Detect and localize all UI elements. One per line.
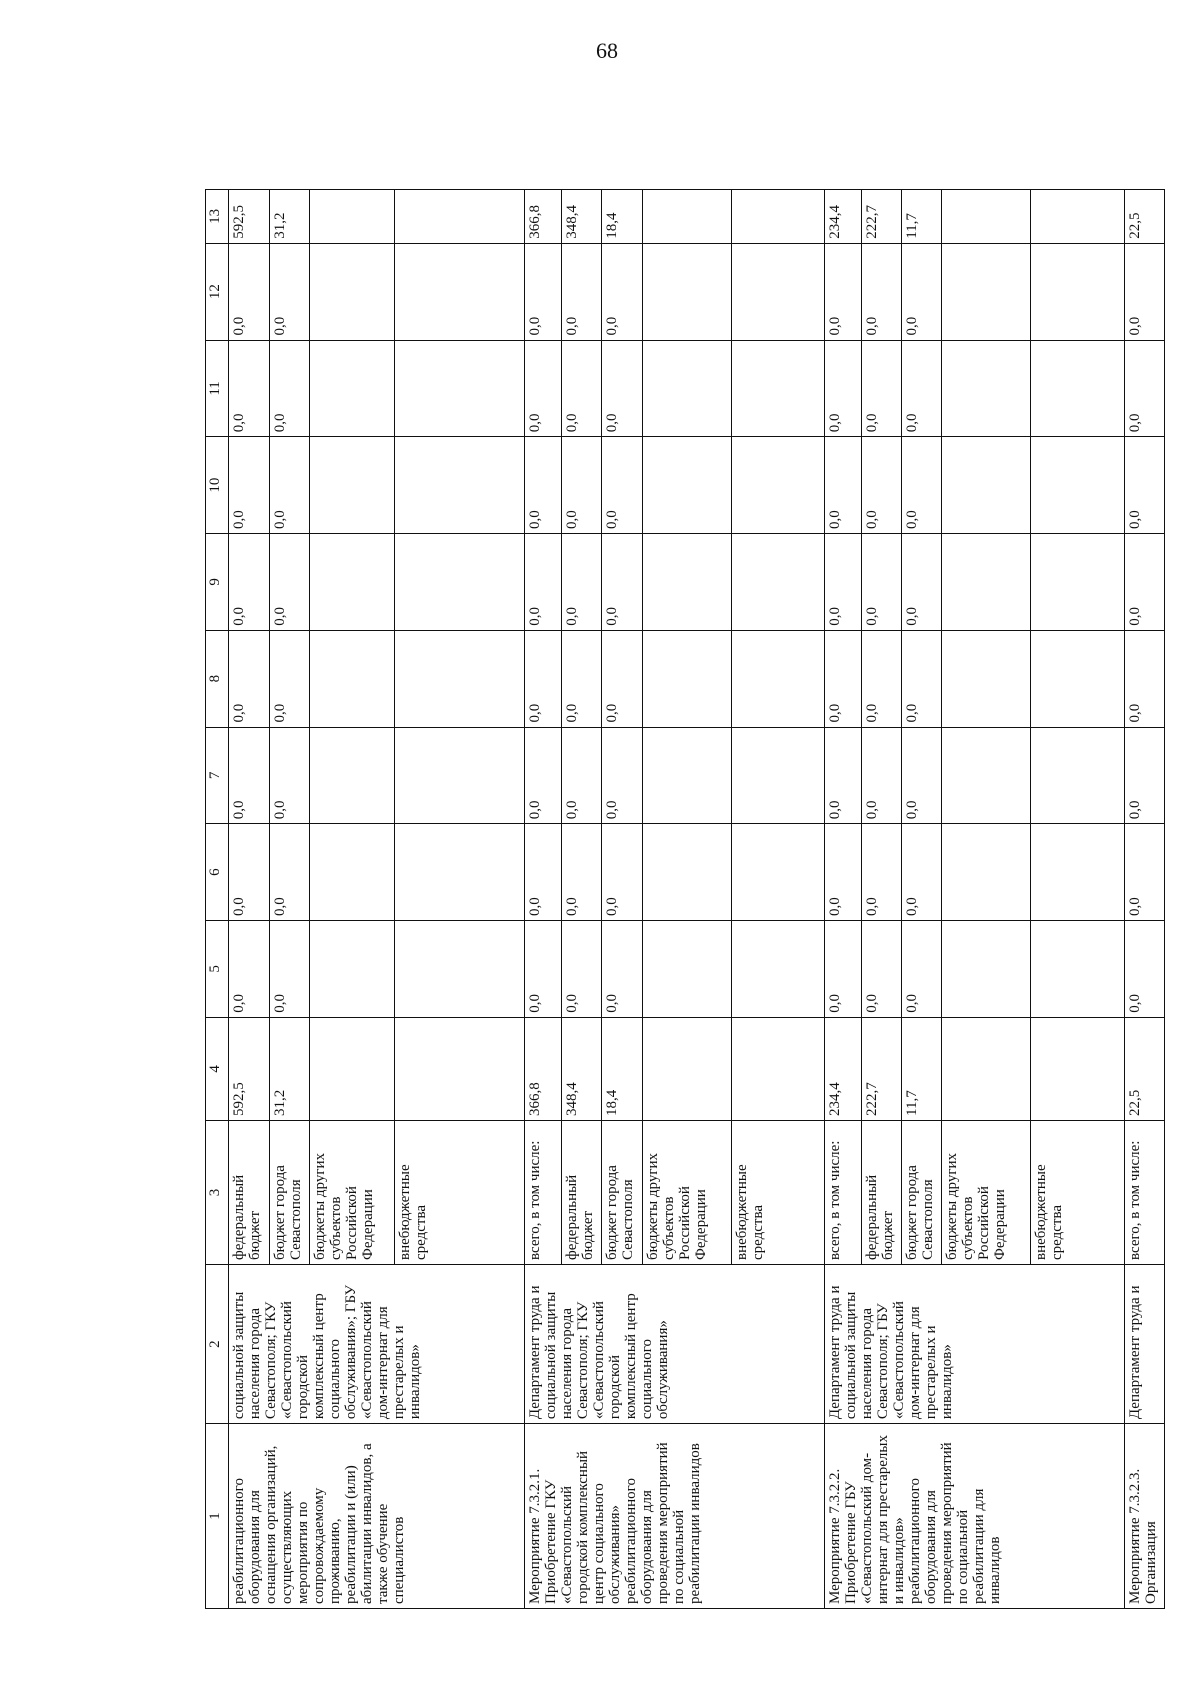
measure-name-cell: Мероприятие 7.3.2.3. Организация xyxy=(1124,1424,1164,1609)
column-header-13: 13 xyxy=(206,190,229,244)
value-cell-col-10: 0,0 xyxy=(270,437,310,534)
value-cell-col-4 xyxy=(1031,1017,1124,1120)
funding-source-cell: федеральный бюджет xyxy=(228,1120,269,1264)
value-cell-col-13: 222,7 xyxy=(861,190,901,244)
value-cell-col-6: 0,0 xyxy=(602,824,642,921)
funding-source-cell: бюджет города Севастополя xyxy=(902,1120,942,1264)
column-header-3: 3 xyxy=(206,1120,229,1264)
value-cell-col-10 xyxy=(642,437,731,534)
value-cell-col-7: 0,0 xyxy=(270,727,310,824)
value-cell-col-5: 0,0 xyxy=(562,921,602,1018)
value-cell-col-7: 0,0 xyxy=(861,727,901,824)
value-cell-col-5 xyxy=(642,921,731,1018)
value-cell-col-7: 0,0 xyxy=(1124,727,1164,824)
value-cell-col-6: 0,0 xyxy=(270,824,310,921)
value-cell-col-4 xyxy=(310,1017,395,1120)
value-cell-col-6 xyxy=(942,824,1031,921)
value-cell-col-7: 0,0 xyxy=(525,727,562,824)
funding-source-cell: внебюджетные средства xyxy=(1031,1120,1124,1264)
funding-source-cell: всего, в том числе: xyxy=(525,1120,562,1264)
value-cell-col-9: 0,0 xyxy=(228,534,269,631)
executor-cell: социальной защиты населения города Севастополя; ГКУ «Севастопольский городской комплексный центр социального обслуживания»; ГБУ «Севастопольский дом-интернат для престарелых и инвалидов» xyxy=(228,1265,524,1424)
value-cell-col-11: 0,0 xyxy=(824,340,861,437)
value-cell-col-12: 0,0 xyxy=(824,243,861,340)
column-number-row xyxy=(206,190,229,1609)
value-cell-col-4: 348,4 xyxy=(562,1017,602,1120)
value-cell-col-5: 0,0 xyxy=(824,921,861,1018)
value-cell-col-8: 0,0 xyxy=(228,630,269,727)
funding-source-cell: бюджет города Севастополя xyxy=(602,1120,642,1264)
value-cell-col-8: 0,0 xyxy=(824,630,861,727)
budget-table xyxy=(205,189,1165,1609)
value-cell-col-6 xyxy=(310,824,395,921)
value-cell-col-9: 0,0 xyxy=(525,534,562,631)
column-header-6: 6 xyxy=(206,824,229,921)
value-cell-col-12 xyxy=(942,243,1031,340)
value-cell-col-13 xyxy=(642,190,731,244)
funding-source-cell: внебюджетные средства xyxy=(731,1120,824,1264)
value-cell-col-10: 0,0 xyxy=(562,437,602,534)
value-cell-col-13 xyxy=(310,190,395,244)
value-cell-col-10 xyxy=(942,437,1031,534)
value-cell-col-13: 234,4 xyxy=(824,190,861,244)
value-cell-col-12 xyxy=(310,243,395,340)
value-cell-col-6 xyxy=(1031,824,1124,921)
value-cell-col-5: 0,0 xyxy=(902,921,942,1018)
value-cell-col-12: 0,0 xyxy=(525,243,562,340)
value-cell-col-7: 0,0 xyxy=(902,727,942,824)
value-cell-col-10: 0,0 xyxy=(824,437,861,534)
value-cell-col-5: 0,0 xyxy=(525,921,562,1018)
funding-source-cell: бюджеты других субъектов Российской Федерации xyxy=(642,1120,731,1264)
value-cell-col-6: 0,0 xyxy=(824,824,861,921)
value-cell-col-13 xyxy=(394,190,524,244)
value-cell-col-13: 11,7 xyxy=(902,190,942,244)
value-cell-col-13: 348,4 xyxy=(562,190,602,244)
value-cell-col-10: 0,0 xyxy=(525,437,562,534)
value-cell-col-8: 0,0 xyxy=(525,630,562,727)
funding-source-cell: бюджеты других субъектов Российской Федерации xyxy=(310,1120,395,1264)
column-header-10: 10 xyxy=(206,437,229,534)
value-cell-col-10: 0,0 xyxy=(902,437,942,534)
value-cell-col-7 xyxy=(1031,727,1124,824)
value-cell-col-8: 0,0 xyxy=(1124,630,1164,727)
value-cell-col-5 xyxy=(1031,921,1124,1018)
value-cell-col-4 xyxy=(394,1017,524,1120)
value-cell-col-13: 592,5 xyxy=(228,190,269,244)
table-row xyxy=(1124,190,1164,1609)
value-cell-col-9: 0,0 xyxy=(824,534,861,631)
value-cell-col-5: 0,0 xyxy=(270,921,310,1018)
funding-source-cell: всего, в том числе: xyxy=(824,1120,861,1264)
value-cell-col-9: 0,0 xyxy=(602,534,642,631)
value-cell-col-4 xyxy=(642,1017,731,1120)
value-cell-col-11 xyxy=(1031,340,1124,437)
value-cell-col-5 xyxy=(394,921,524,1018)
value-cell-col-13 xyxy=(1031,190,1124,244)
value-cell-col-12 xyxy=(1031,243,1124,340)
column-header-1: 1 xyxy=(206,1424,229,1609)
value-cell-col-9 xyxy=(394,534,524,631)
value-cell-col-12: 0,0 xyxy=(562,243,602,340)
value-cell-col-13 xyxy=(731,190,824,244)
table-row xyxy=(228,190,269,1609)
value-cell-col-11: 0,0 xyxy=(902,340,942,437)
value-cell-col-8 xyxy=(642,630,731,727)
value-cell-col-11: 0,0 xyxy=(861,340,901,437)
value-cell-col-6: 0,0 xyxy=(902,824,942,921)
value-cell-col-6: 0,0 xyxy=(562,824,602,921)
value-cell-col-10 xyxy=(310,437,395,534)
value-cell-col-11: 0,0 xyxy=(270,340,310,437)
value-cell-col-7 xyxy=(731,727,824,824)
funding-source-cell: федеральный бюджет xyxy=(861,1120,901,1264)
value-cell-col-12: 0,0 xyxy=(270,243,310,340)
value-cell-col-9: 0,0 xyxy=(902,534,942,631)
table-row xyxy=(525,190,562,1609)
value-cell-col-11 xyxy=(942,340,1031,437)
column-header-4: 4 xyxy=(206,1017,229,1120)
value-cell-col-8 xyxy=(394,630,524,727)
value-cell-col-8 xyxy=(310,630,395,727)
page-number: 68 xyxy=(596,38,618,63)
value-cell-col-7 xyxy=(642,727,731,824)
value-cell-col-9 xyxy=(642,534,731,631)
value-cell-col-6: 0,0 xyxy=(228,824,269,921)
value-cell-col-10 xyxy=(1031,437,1124,534)
column-header-12: 12 xyxy=(206,243,229,340)
value-cell-col-12 xyxy=(731,243,824,340)
value-cell-col-5: 0,0 xyxy=(1124,921,1164,1018)
value-cell-col-10: 0,0 xyxy=(1124,437,1164,534)
value-cell-col-4 xyxy=(731,1017,824,1120)
value-cell-col-13: 366,8 xyxy=(525,190,562,244)
funding-source-cell: федеральный бюджет xyxy=(562,1120,602,1264)
value-cell-col-8 xyxy=(731,630,824,727)
value-cell-col-4: 22,5 xyxy=(1124,1017,1164,1120)
value-cell-col-6 xyxy=(642,824,731,921)
value-cell-col-6 xyxy=(731,824,824,921)
executor-cell: Департамент труда и социальной защиты населения города Севастополя; ГКУ «Севастопольский городской комплексный центр социального обслуживания» xyxy=(525,1265,825,1424)
value-cell-col-9 xyxy=(310,534,395,631)
value-cell-col-4: 222,7 xyxy=(861,1017,901,1120)
funding-source-cell: всего, в том числе: xyxy=(1124,1120,1164,1264)
value-cell-col-11 xyxy=(731,340,824,437)
value-cell-col-7: 0,0 xyxy=(228,727,269,824)
value-cell-col-6: 0,0 xyxy=(525,824,562,921)
value-cell-col-11 xyxy=(642,340,731,437)
value-cell-col-11: 0,0 xyxy=(228,340,269,437)
value-cell-col-9 xyxy=(731,534,824,631)
value-cell-col-12: 0,0 xyxy=(1124,243,1164,340)
column-header-7: 7 xyxy=(206,727,229,824)
value-cell-col-10: 0,0 xyxy=(602,437,642,534)
value-cell-col-8: 0,0 xyxy=(562,630,602,727)
value-cell-col-9: 0,0 xyxy=(270,534,310,631)
value-cell-col-12 xyxy=(394,243,524,340)
column-header-11: 11 xyxy=(206,340,229,437)
measure-name-cell: реабилитационного оборудования для оснащения организаций, осуществляющих мероприятия по сопровождаемому проживанию, реабилитации и (или) абилитации инвалидов, а также обучение специалистов xyxy=(228,1424,524,1609)
value-cell-col-4: 592,5 xyxy=(228,1017,269,1120)
value-cell-col-10 xyxy=(731,437,824,534)
value-cell-col-5: 0,0 xyxy=(861,921,901,1018)
value-cell-col-11 xyxy=(310,340,395,437)
value-cell-col-12 xyxy=(642,243,731,340)
funding-source-cell: бюджеты других субъектов Российской Федерации xyxy=(942,1120,1031,1264)
value-cell-col-10: 0,0 xyxy=(228,437,269,534)
value-cell-col-12: 0,0 xyxy=(602,243,642,340)
value-cell-col-11: 0,0 xyxy=(602,340,642,437)
value-cell-col-11: 0,0 xyxy=(562,340,602,437)
funding-source-cell: бюджет города Севастополя xyxy=(270,1120,310,1264)
value-cell-col-12: 0,0 xyxy=(228,243,269,340)
executor-cell: Департамент труда и xyxy=(1124,1265,1164,1424)
value-cell-col-4: 18,4 xyxy=(602,1017,642,1120)
value-cell-col-8 xyxy=(1031,630,1124,727)
column-header-8: 8 xyxy=(206,630,229,727)
value-cell-col-7 xyxy=(394,727,524,824)
value-cell-col-8: 0,0 xyxy=(602,630,642,727)
value-cell-col-8 xyxy=(942,630,1031,727)
rotated-table-container xyxy=(205,189,1165,1609)
value-cell-col-8: 0,0 xyxy=(861,630,901,727)
value-cell-col-9 xyxy=(1031,534,1124,631)
value-cell-col-13: 22,5 xyxy=(1124,190,1164,244)
value-cell-col-4: 11,7 xyxy=(902,1017,942,1120)
measure-name-cell: Мероприятие 7.3.2.1. Приобретение ГКУ «Севастопольский городской комплексный центр социального обслуживания» реабилитационного оборудования для проведения мероприятий по социальной реабилитации инвалидов xyxy=(525,1424,825,1609)
value-cell-col-12: 0,0 xyxy=(902,243,942,340)
value-cell-col-6: 0,0 xyxy=(861,824,901,921)
value-cell-col-7: 0,0 xyxy=(824,727,861,824)
value-cell-col-13: 18,4 xyxy=(602,190,642,244)
funding-source-cell: внебюджетные средства xyxy=(394,1120,524,1264)
table-row xyxy=(824,190,861,1609)
value-cell-col-5 xyxy=(942,921,1031,1018)
value-cell-col-10: 0,0 xyxy=(861,437,901,534)
value-cell-col-9: 0,0 xyxy=(1124,534,1164,631)
value-cell-col-5: 0,0 xyxy=(228,921,269,1018)
value-cell-col-6: 0,0 xyxy=(1124,824,1164,921)
column-header-9: 9 xyxy=(206,534,229,631)
value-cell-col-6 xyxy=(394,824,524,921)
value-cell-col-7 xyxy=(942,727,1031,824)
value-cell-col-11: 0,0 xyxy=(525,340,562,437)
value-cell-col-11 xyxy=(394,340,524,437)
value-cell-col-12: 0,0 xyxy=(861,243,901,340)
value-cell-col-5 xyxy=(731,921,824,1018)
value-cell-col-5 xyxy=(310,921,395,1018)
value-cell-col-7: 0,0 xyxy=(562,727,602,824)
value-cell-col-13 xyxy=(942,190,1031,244)
value-cell-col-4: 31,2 xyxy=(270,1017,310,1120)
value-cell-col-5: 0,0 xyxy=(602,921,642,1018)
value-cell-col-4: 366,8 xyxy=(525,1017,562,1120)
column-header-5: 5 xyxy=(206,921,229,1018)
value-cell-col-11: 0,0 xyxy=(1124,340,1164,437)
value-cell-col-7: 0,0 xyxy=(602,727,642,824)
value-cell-col-9 xyxy=(942,534,1031,631)
value-cell-col-9: 0,0 xyxy=(861,534,901,631)
column-header-2: 2 xyxy=(206,1265,229,1424)
value-cell-col-4 xyxy=(942,1017,1031,1120)
table-body xyxy=(206,190,1165,1609)
executor-cell: Департамент труда и социальной защиты населения города Севастополя; ГБУ «Севастопольский дом-интернат для престарелых и инвалидов» xyxy=(824,1265,1124,1424)
value-cell-col-8: 0,0 xyxy=(270,630,310,727)
measure-name-cell: Мероприятие 7.3.2.2. Приобретение ГБУ «Севастопольский дом-интернат для престарелых и инвалидов» реабилитационного оборудования для проведения мероприятий по социальной реабилитации для инвалидов xyxy=(824,1424,1124,1609)
value-cell-col-7 xyxy=(310,727,395,824)
value-cell-col-4: 234,4 xyxy=(824,1017,861,1120)
value-cell-col-9: 0,0 xyxy=(562,534,602,631)
value-cell-col-13: 31,2 xyxy=(270,190,310,244)
value-cell-col-10 xyxy=(394,437,524,534)
value-cell-col-8: 0,0 xyxy=(902,630,942,727)
